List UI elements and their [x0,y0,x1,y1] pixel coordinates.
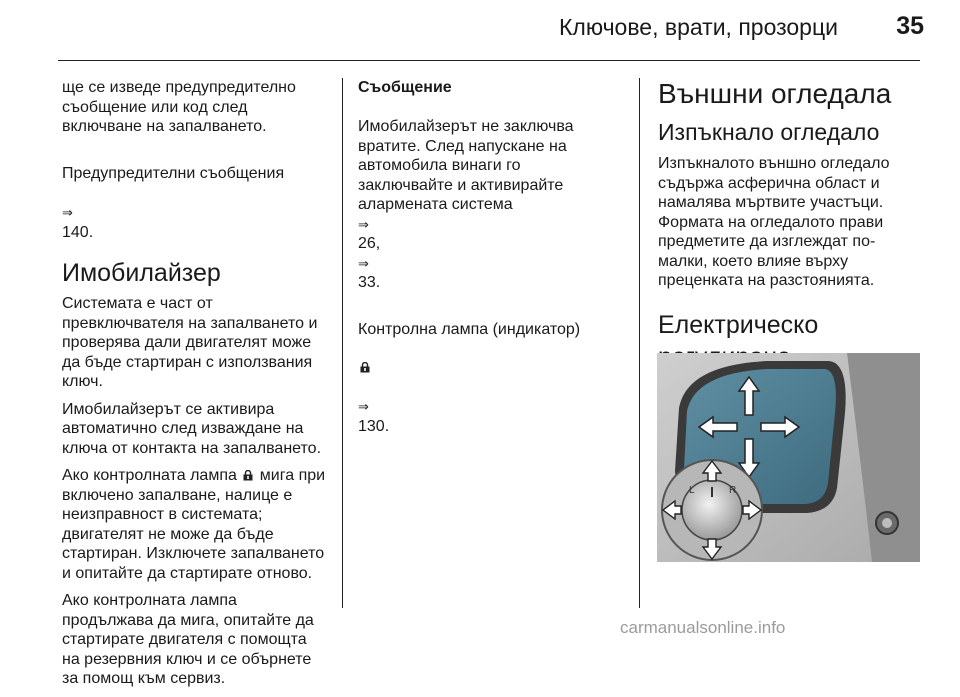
ref-arrow-icon: ⇒ [358,216,369,232]
immobilizer-lamp-icon [243,467,253,478]
section-heading: Външни огледала [658,78,892,109]
column-3 [658,76,933,381]
lamp-text: Контролна лампа (индикатор) [358,321,581,338]
header-divider [58,60,920,61]
paragraph: Системата е част от превключвателя на запалването и проверява дали двигателят може да бъде стартиран с използвания ключ. [62,295,318,390]
ref-arrow-icon: ⇒ [62,205,73,220]
paragraph: Имобилайзерът се активира автоматично след изваждане на ключа от контакта на запалването. [62,400,322,457]
mirror-illustration [657,353,920,562]
paragraph-text: мига при включено запалване, налице е неизправност в системата; двигателят не може да бъде стартиран. Изключете запалването и опитайте да стартирате отново. [62,467,326,582]
ref-page[interactable]: 33. [358,274,381,291]
switch-label-left: L [689,485,695,496]
page-number: 35 [896,12,924,40]
column-divider-1 [342,78,343,608]
column-divider-2 [639,78,640,608]
lamp-reference [358,301,623,437]
door-lock-center [882,518,892,528]
note-text: Имобилайзерът не заключва вратите. След напускане на автомобила винаги го заключвайте и активирайте алармената система [358,118,574,213]
paragraph [62,466,332,583]
mirror-adjustment-figure [657,353,920,562]
paragraph: Ако контролната лампа продължава да мига, опитайте да стартирате двигателя с помощта на резервния ключ и се обърнете за помощ към сервиз. [62,592,314,687]
column-1 [62,78,332,697]
ref-page[interactable]: 130. [358,417,390,435]
section-heading: Електрическо [658,310,819,339]
section-heading: Имобилайзер [62,259,221,287]
column-2 [358,78,623,444]
switch-label-right: R [729,485,737,496]
header-title: Ключове, врати, прозорци [559,14,838,40]
cross-reference [62,145,332,243]
ref-page[interactable]: 26, [358,235,381,252]
paragraph: Изпъкналото външно огледало съдържа асферична област и намалява мъртвите участъци. Формата на огледалото прави предметите да изглеждат по- малки, което влияе върху преценката на разстоянията. [658,155,890,289]
note-body [358,98,623,293]
ref-arrow-icon: ⇒ [358,399,369,414]
watermark: carmanualsonline.info [620,618,786,637]
ref-arrow-icon: ⇒ [358,255,369,271]
ref-text: Предупредителни съобщения [62,165,285,182]
paragraph-text: Ако контролната лампа [62,467,237,484]
ref-page[interactable]: 140. [62,223,94,241]
immobilizer-lamp-icon [360,340,370,351]
subsection-heading: Изпъкнало огледало [658,119,880,145]
note-title: Съобщение [358,79,452,96]
paragraph: ще се изведе предупредително съобщение или код след включване на запалването. [62,79,296,135]
